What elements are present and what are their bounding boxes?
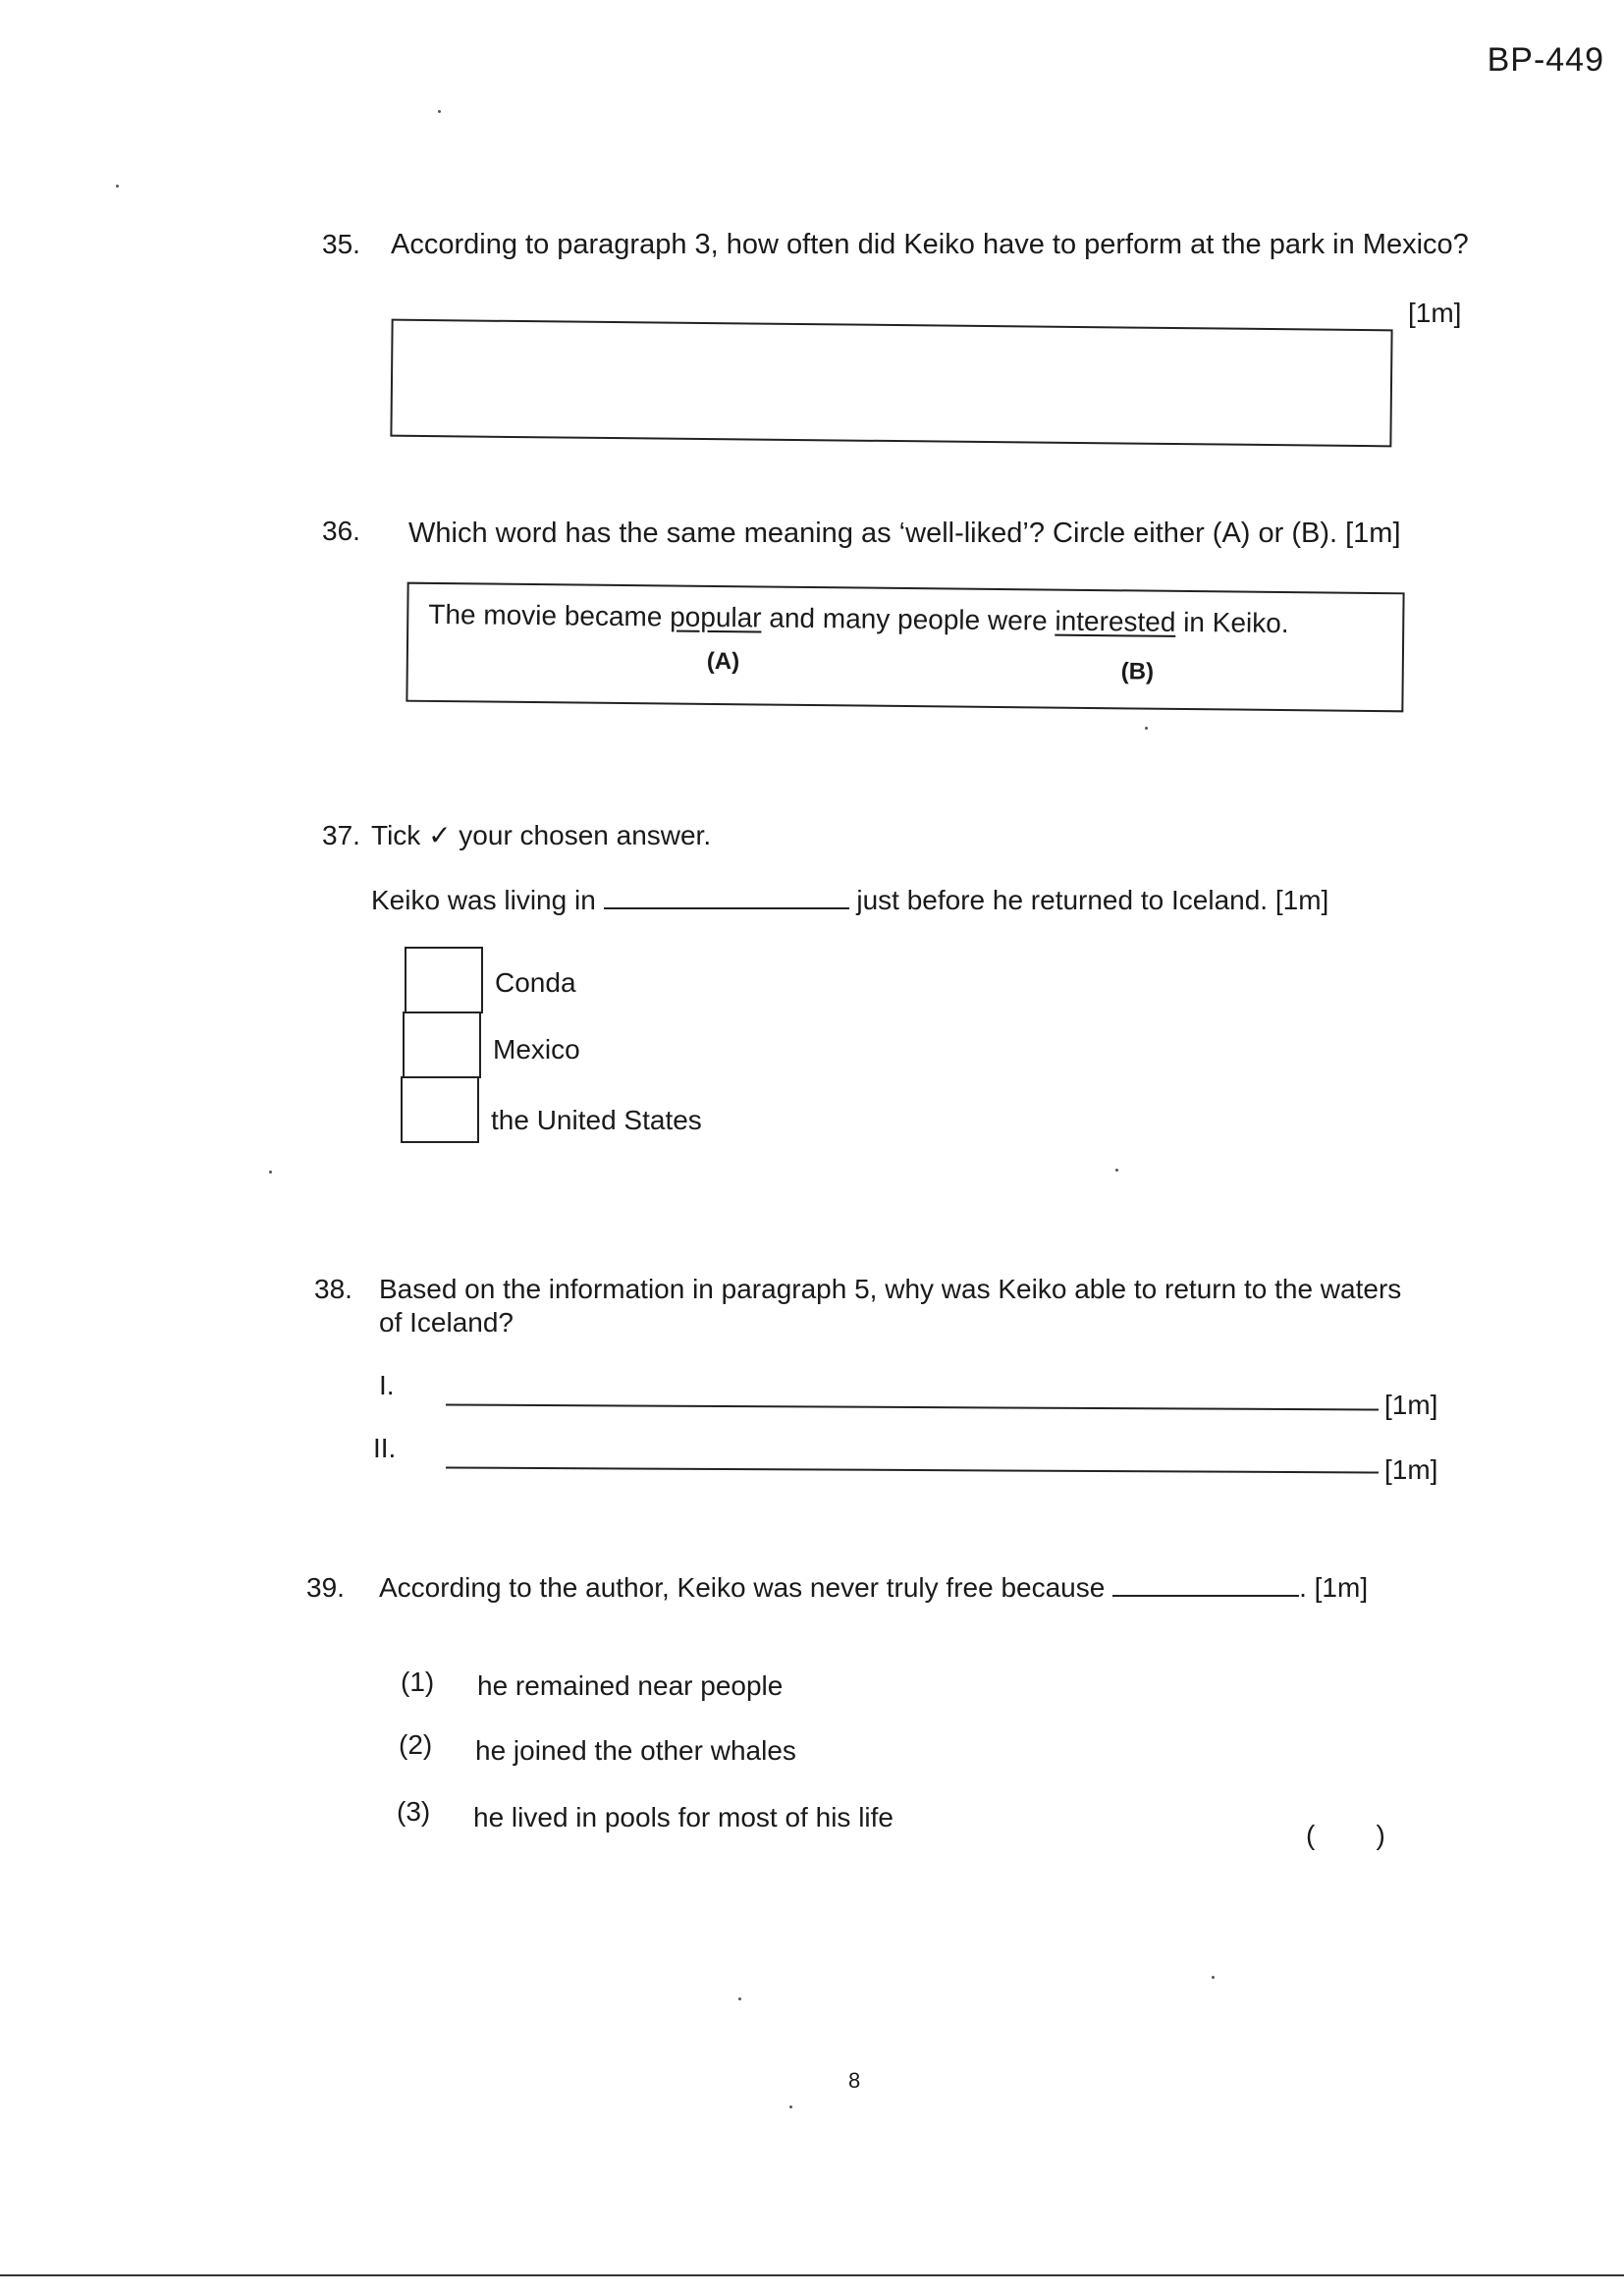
q39-option-2-num: (2) xyxy=(399,1729,433,1760)
q35-marks: [1m] xyxy=(1408,298,1462,328)
scan-speck xyxy=(116,185,119,188)
q37-option-1: Conda xyxy=(495,967,576,998)
q37-tick-box-2[interactable] xyxy=(403,1011,481,1078)
q37-tick-box-1[interactable] xyxy=(405,947,483,1013)
q37-stem-after: just before he returned to Iceland. [1m] xyxy=(856,885,1329,915)
q35-answer-box[interactable] xyxy=(390,319,1392,448)
q36-number: 36. xyxy=(322,516,360,546)
q38-answer-line-1[interactable] xyxy=(446,1404,1379,1411)
q38-line-label-1: I. xyxy=(379,1370,395,1400)
q36-label-b: (B) xyxy=(1120,658,1155,685)
q36-sentence xyxy=(428,598,1289,640)
q36-sentence-part1: The movie became xyxy=(428,598,671,632)
q36-word-a[interactable]: popular xyxy=(670,601,762,633)
scan-speck xyxy=(1212,1976,1215,1979)
q39-stem-after: . [1m] xyxy=(1299,1572,1369,1603)
q39-answer-bracket[interactable]: ( ) xyxy=(1306,1820,1385,1850)
q39-option-1-text: he remained near people xyxy=(477,1670,784,1701)
q37-instruction: Tick ✓ your chosen answer. xyxy=(371,820,712,850)
scan-speck xyxy=(1115,1169,1118,1172)
scan-speck xyxy=(738,1997,741,2000)
scan-speck xyxy=(1145,727,1148,730)
q37-number: 37. xyxy=(322,820,360,850)
page-number: 8 xyxy=(848,2068,861,2093)
q38-line-marks-2: [1m] xyxy=(1384,1454,1438,1485)
q39-stem-before: According to the author, Keiko was never truly free because xyxy=(379,1572,1106,1603)
page-bottom-rule xyxy=(0,2274,1624,2276)
q37-option-2: Mexico xyxy=(493,1034,580,1065)
q38-number: 38. xyxy=(314,1274,352,1304)
scan-speck xyxy=(269,1171,272,1174)
q39-blank xyxy=(1112,1593,1299,1597)
q36-word-b[interactable]: interested xyxy=(1055,605,1176,637)
q37-blank xyxy=(604,905,849,909)
q39-option-1-num: (1) xyxy=(401,1667,435,1697)
q36-text: Which word has the same meaning as ‘well-liked’? Circle either (A) or (B). [1m] xyxy=(408,518,1401,549)
q38-text-line1: Based on the information in paragraph 5, why was Keiko able to return to the waters xyxy=(379,1274,1402,1304)
q35-number: 35. xyxy=(322,229,360,259)
q38-line-label-2: II. xyxy=(373,1433,397,1463)
paper-code: BP-449 xyxy=(1487,41,1604,79)
q37-stem xyxy=(371,884,1328,917)
q36-sentence-part2: and many people were xyxy=(761,602,1056,636)
q35-text: According to paragraph 3, how often did Keiko have to perform at the park in Mexico? xyxy=(391,229,1469,260)
q38-line-marks-1: [1m] xyxy=(1384,1390,1438,1420)
q39-option-3-text: he lived in pools for most of his life xyxy=(473,1802,893,1832)
scan-speck xyxy=(438,110,441,113)
scan-speck xyxy=(789,2105,792,2108)
q39-stem xyxy=(379,1571,1368,1605)
q37-stem-before: Keiko was living in xyxy=(371,885,596,915)
q38-text-line2: of Iceland? xyxy=(379,1307,514,1338)
q36-sentence-box xyxy=(406,582,1404,713)
q37-tick-box-3[interactable] xyxy=(401,1076,479,1143)
q39-number: 39. xyxy=(306,1572,345,1603)
q38-answer-line-2[interactable] xyxy=(446,1467,1379,1474)
q39-option-2-text: he joined the other whales xyxy=(475,1735,796,1766)
q37-option-3: the United States xyxy=(491,1105,702,1135)
q36-label-a: (A) xyxy=(706,647,740,676)
q39-option-3-num: (3) xyxy=(397,1796,431,1827)
q36-sentence-part3: in Keiko. xyxy=(1175,606,1289,639)
